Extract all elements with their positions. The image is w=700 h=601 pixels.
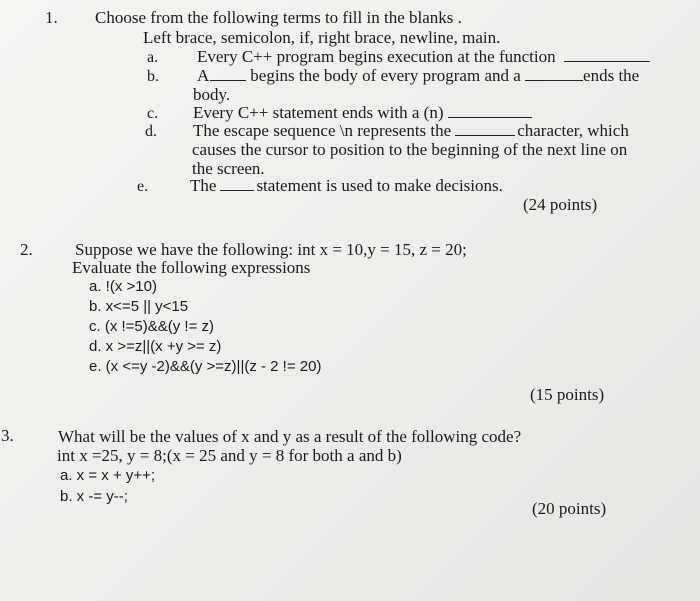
- item-1e-part1: The: [190, 176, 217, 195]
- item-1c-text: [193, 104, 532, 121]
- item-1c-sentence: Every C++ statement ends with a (n): [193, 103, 444, 122]
- item-1b-part2: begins the body of every program and a: [250, 66, 521, 85]
- question-3-prompt: What will be the values of x and y as a result of the following code?: [58, 427, 522, 446]
- question-1-prompt: Choose from the following terms to fill in the blanks .: [95, 8, 462, 27]
- item-1a-text: [197, 48, 650, 65]
- item-1b-part1: A: [197, 66, 210, 85]
- item-3b: b. x -= y--;: [60, 488, 128, 505]
- question-2-number: 2.: [20, 240, 33, 259]
- question-2-points: (15 points): [530, 385, 605, 404]
- item-1e-part2: statement is used to make decisions.: [256, 176, 503, 195]
- question-2-instruction: Evaluate the following expressions: [72, 258, 311, 277]
- item-2e: e. (x <=y -2)&&(y >=z)||(z - 2 != 20): [89, 358, 322, 375]
- blank-1b-first[interactable]: [210, 68, 246, 81]
- item-2d: d. x >=z||(x +y >= z): [89, 338, 222, 355]
- item-1d-part1: The escape sequence \n represents the: [193, 121, 452, 140]
- item-1a-sentence: Every C++ program begins execution at the function: [197, 47, 556, 66]
- question-3-code: int x =25, y = 8;(x = 25 and y = 8 for both a and b): [57, 446, 402, 465]
- item-1d-text: [193, 122, 629, 139]
- blank-1d[interactable]: [455, 123, 515, 136]
- item-1c-label: c.: [147, 105, 159, 122]
- question-2-prompt: Suppose we have the following: int x = 10,y = 15, z = 20;: [75, 240, 467, 259]
- blank-1c[interactable]: [448, 105, 532, 118]
- question-1-points: (24 points): [523, 195, 598, 214]
- item-1e-text: [190, 177, 503, 194]
- item-1b-text: [197, 67, 639, 84]
- question-1-number: 1.: [45, 8, 58, 27]
- item-1e-label: e.: [137, 178, 149, 195]
- item-1d-part2: character, which: [517, 121, 629, 140]
- blank-1b-second[interactable]: [525, 68, 583, 81]
- question-3-points: (20 points): [532, 499, 607, 518]
- item-3a: a. x = x + y++;: [60, 467, 156, 484]
- item-2c: c. (x !=5)&&(y != z): [89, 318, 215, 335]
- item-2b: b. x<=5 || y<15: [89, 298, 189, 315]
- blank-1e[interactable]: [220, 178, 254, 191]
- item-1d-line3: the screen.: [192, 159, 265, 178]
- item-1d-label: d.: [145, 123, 157, 140]
- question-3-number: 3.: [1, 426, 14, 445]
- item-1b-continuation: body.: [193, 85, 231, 104]
- item-1b-label: b.: [147, 68, 159, 85]
- item-1d-line2: causes the cursor to position to the beginning of the next line on: [192, 140, 628, 159]
- item-1b-part3: ends the: [583, 66, 640, 85]
- item-2a: a. !(x >10): [89, 278, 157, 295]
- item-1a-label: a.: [147, 49, 159, 66]
- blank-1a[interactable]: [564, 49, 650, 62]
- question-1-term-list: Left brace, semicolon, if, right brace, newline, main.: [143, 28, 501, 47]
